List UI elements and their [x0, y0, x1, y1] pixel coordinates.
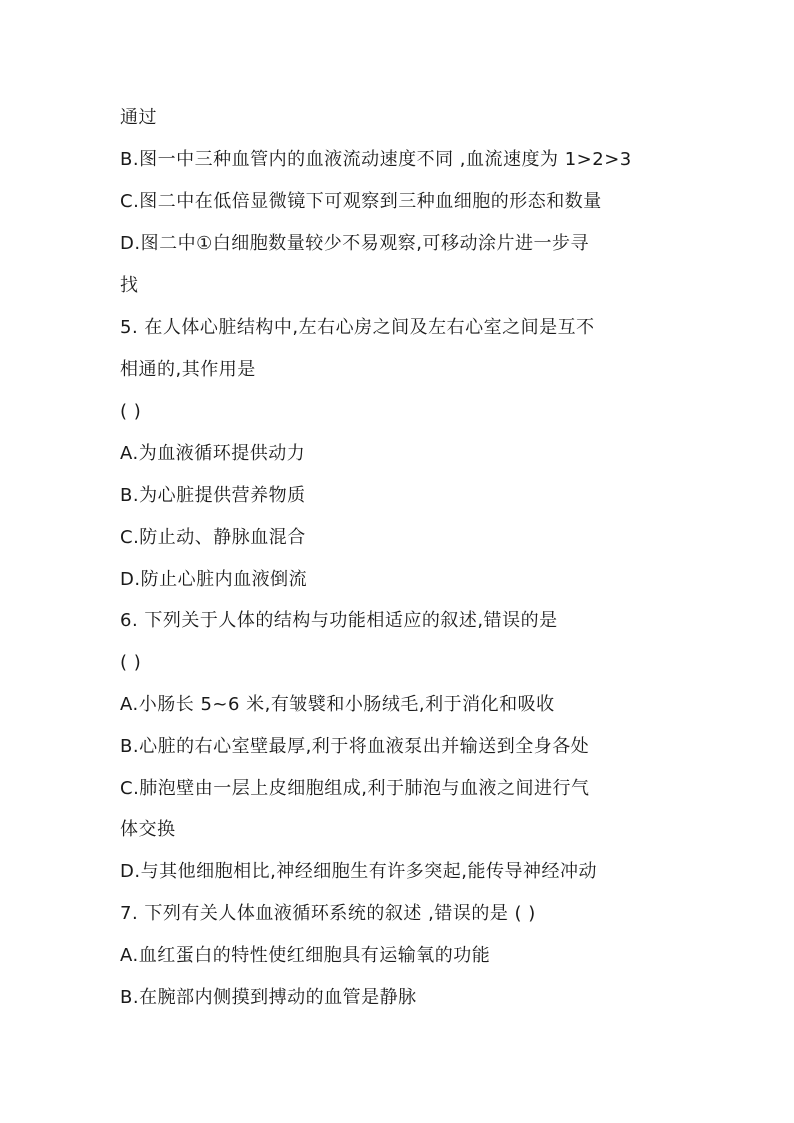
option-b-line: B.在腕部内侧摸到搏动的血管是静脉	[120, 987, 417, 1008]
text-line: 体交换	[120, 819, 176, 840]
option-c-line: C.图二中在低倍显微镜下可观察到三种血细胞的形态和数量	[120, 191, 602, 212]
question-6-line: 6. 下列关于人体的结构与功能相适应的叙述,错误的是	[120, 610, 558, 631]
question-5-line: 相通的,其作用是	[120, 359, 256, 380]
option-c-line: C.肺泡壁由一层上皮细胞组成,利于肺泡与血液之间进行气	[120, 778, 590, 799]
option-b-line: B.为心脏提供营养物质	[120, 485, 306, 506]
text-line: 找	[120, 275, 139, 296]
question-7-line: 7. 下列有关人体血液循环系统的叙述 ,错误的是 ( )	[120, 903, 536, 924]
option-a-line: A.小肠长 5~6 米,有皱襞和小肠绒毛,利于消化和吸收	[120, 694, 555, 715]
answer-bracket: ( )	[120, 652, 142, 673]
question-5-line: 5. 在人体心脏结构中,左右心房之间及左右心室之间是互不	[120, 317, 595, 338]
option-a-line: A.为血液循环提供动力	[120, 443, 306, 464]
option-a-line: A.血红蛋白的特性使红细胞具有运输氧的功能	[120, 945, 491, 966]
option-d-line: D.防止心脏内血液倒流	[120, 569, 308, 590]
option-d-line: D.图二中①白细胞数量较少不易观察,可移动涂片进一步寻	[120, 233, 589, 254]
option-c-line: C.防止动、静脉血混合	[120, 527, 306, 548]
option-d-line: D.与其他细胞相比,神经细胞生有许多突起,能传导神经冲动	[120, 861, 598, 882]
answer-bracket: ( )	[120, 401, 142, 422]
option-b-line: B.图一中三种血管内的血液流动速度不同 ,血流速度为 1>2>3	[120, 149, 632, 170]
text-line: 通过	[120, 107, 157, 128]
option-b-line: B.心脏的右心室壁最厚,利于将血液泵出并输送到全身各处	[120, 736, 590, 757]
